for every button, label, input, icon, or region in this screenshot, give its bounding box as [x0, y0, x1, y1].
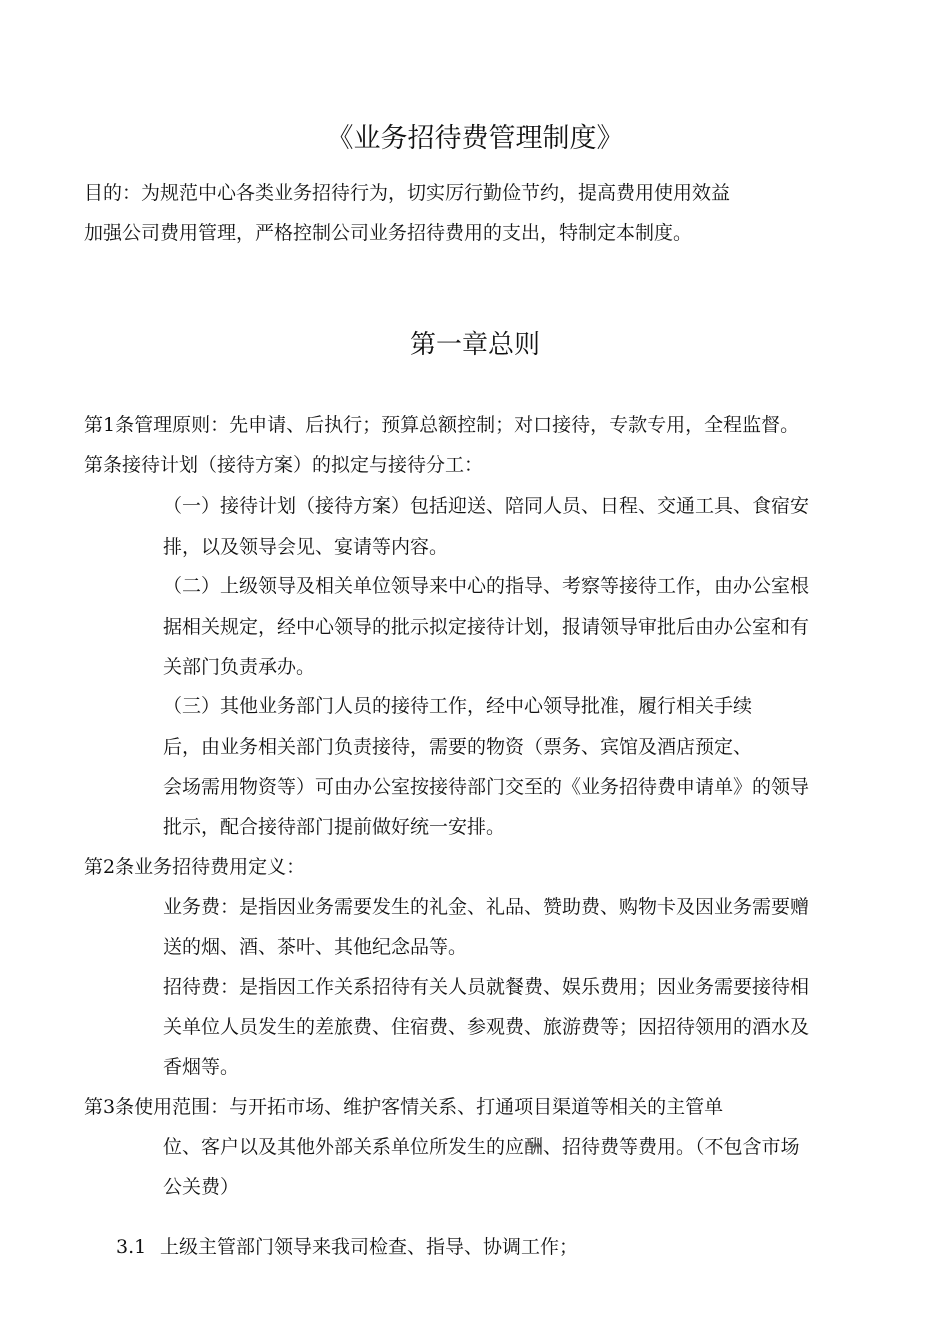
chapter-heading: 第一章总则: [409, 330, 540, 360]
plan-item-2-line-1: （二）上级领导及相关单位领导来中心的指导、考察等接待工作，由办公室根: [163, 575, 810, 597]
article-3-line-1: 第3条使用范围：与开拓市场、维护客情关系、打通项目渠道等相关的主管单: [84, 1096, 724, 1118]
article-2-heading: 第2条业务招待费用定义：: [84, 856, 306, 878]
plan-item-1-line-2: 排，以及领导会见、宴请等内容。: [163, 536, 449, 558]
article-3-line-3: 公关费）: [163, 1176, 240, 1198]
entertainment-fee-line-1: 招待费：是指因工作关系招待有关人员就餐费、娱乐费用；因业务需要接待相: [163, 976, 810, 998]
sub-item-text: 上级主管部门领导来我司检查、指导、协调工作；: [160, 1236, 579, 1258]
article-1: 第1条管理原则：先申请、后执行；预算总额控制；对口接待，专款专用，全程监督。: [84, 414, 800, 436]
sub-item-3-1: [116, 1234, 578, 1260]
plan-item-2-line-3: 关部门负责承办。: [163, 656, 316, 678]
sub-item-number: 3.1: [116, 1236, 147, 1258]
plan-item-3-line-4: 批示，配合接待部门提前做好统一安排。: [163, 816, 506, 838]
plan-item-3-line-2: 后，由业务相关部门负责接待，需要的物资（票务、宾馆及酒店预定、: [163, 736, 753, 758]
plan-item-1-line-1: （一）接待计划（接待方案）包括迎送、陪同人员、日程、交通工具、食宿安: [163, 495, 810, 517]
plan-item-2-line-2: 据相关规定，经中心领导的批示拟定接待计划，报请领导审批后由办公室和有: [163, 616, 810, 638]
article-3-line-2: 位、客户以及其他外部关系单位所发生的应酬、招待费等费用。（不包含市场: [163, 1136, 800, 1158]
entertainment-fee-line-2: 关单位人员发生的差旅费、住宿费、参观费、旅游费等；因招待领用的酒水及: [163, 1016, 810, 1038]
purpose-line-1: 目的：为规范中心各类业务招待行为，切实厉行勤俭节约，提高费用使用效益: [84, 182, 731, 204]
entertainment-fee-line-3: 香烟等。: [163, 1056, 240, 1078]
business-fee-line-1: 业务费：是指因业务需要发生的礼金、礼品、赞助费、购物卡及因业务需要赠: [163, 896, 810, 918]
plan-item-3-line-3: 会场需用物资等）可由办公室按接待部门交至的《业务招待费申请单》的领导: [163, 776, 810, 798]
plan-item-3-line-1: （三）其他业务部门人员的接待工作，经中心领导批准，履行相关手续: [163, 695, 753, 717]
article-plan-heading: 第条接待计划（接待方案）的拟定与接待分工：: [84, 454, 484, 476]
business-fee-line-2: 送的烟、酒、茶叶、其他纪念品等。: [163, 936, 468, 958]
document-title: 《业务招待费管理制度》: [326, 123, 624, 154]
purpose-line-2: 加强公司费用管理，严格控制公司业务招待费用的支出，特制定本制度。: [84, 222, 693, 244]
